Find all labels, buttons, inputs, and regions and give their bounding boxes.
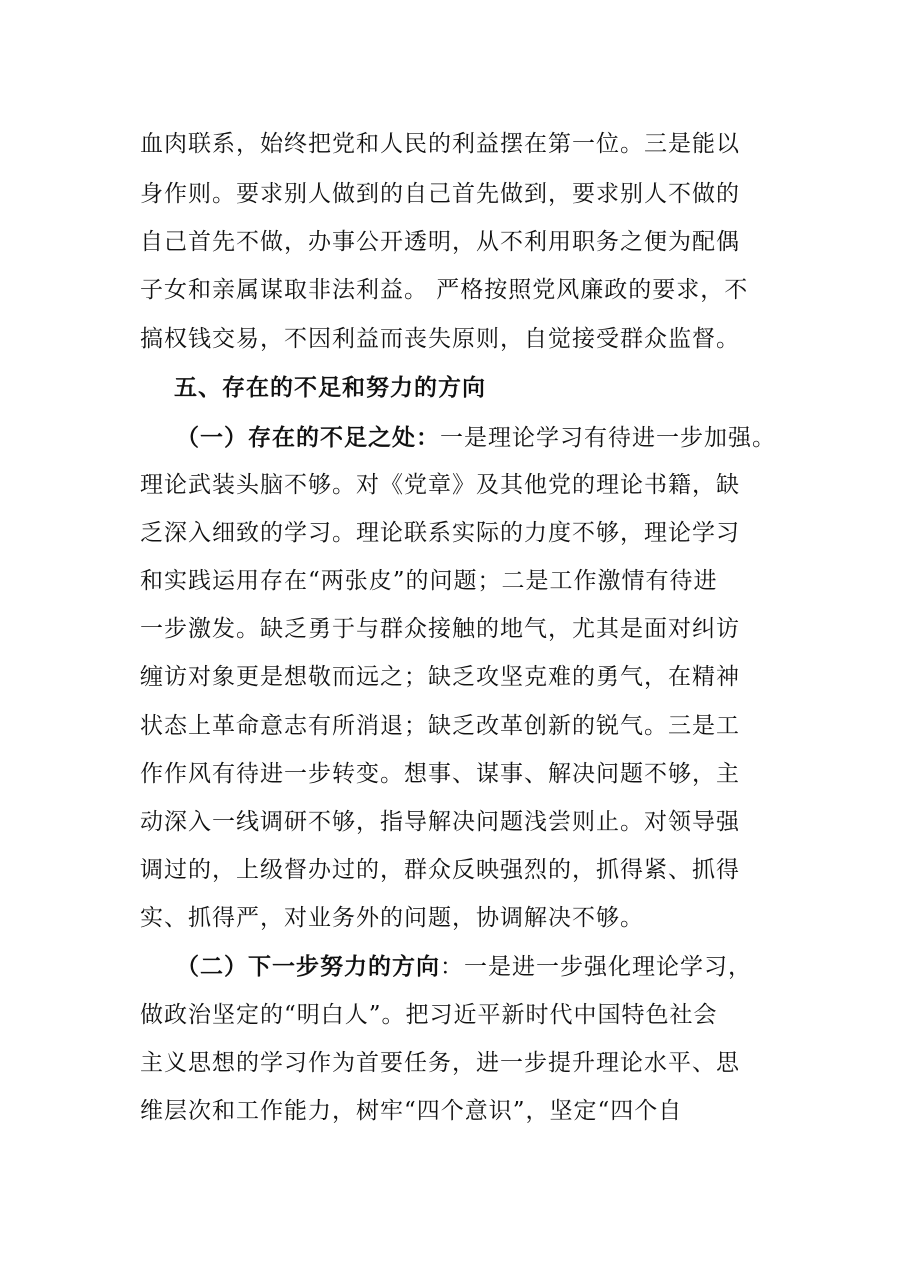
subsection-title: （二）下一步努力的方向	[176, 953, 440, 980]
paragraph-line: 状态上革命意志有所消退；缺乏改革创新的锐气。三是工	[140, 713, 740, 739]
paragraph-line: 缠访对象更是想敬而远之；缺乏攻坚克难的勇气，在精神	[140, 664, 740, 690]
paragraph-line: 身作则。要求别人做到的自己首先做到，要求别人不做的	[140, 181, 740, 207]
subsection-title: （一）存在的不足之处：	[176, 424, 440, 451]
paragraph-line: 主义思想的学习作为首要任务，进一步提升理论水平、思	[140, 1050, 740, 1076]
paragraph-line: 血肉联系，始终把党和人民的利益摆在第一位。三是能以	[140, 131, 740, 157]
paragraph-line: 做政治坚定的“明白人”。把习近平新时代中国特色社会	[140, 1002, 718, 1028]
paragraph-line: 乏深入细致的学习。理论联系实际的力度不够，理论学习	[140, 520, 740, 546]
paragraph-line: 和实践运用存在“两张皮”的问题；二是工作激情有待进	[140, 568, 718, 594]
subsection-first-line	[176, 951, 816, 983]
paragraph-line: 维层次和工作能力，树牢“四个意识”，坚定“四个自	[140, 1098, 683, 1124]
subsection-first-line	[176, 422, 816, 454]
paragraph-line: 动深入一线调研不够，指导解决问题浅尝则止。对领导强	[140, 809, 740, 835]
subsection-first-line-text: ：一是进一步强化理论学习，	[440, 954, 752, 980]
paragraph-line: 调过的，上级督办过的，群众反映强烈的，抓得紧、抓得	[140, 857, 740, 883]
paragraph-line: 自己首先不做，办事公开透明，从不利用职务之便为配偶	[140, 229, 740, 255]
paragraph-line: 实、抓得严，对业务外的问题，协调解决不够。	[140, 905, 644, 931]
paragraph-line: 一步激发。缺乏勇于与群众接触的地气，尤其是面对纠访	[140, 616, 740, 642]
paragraph-line: 理论武装头脑不够。对《党章》及其他党的理论书籍，缺	[140, 472, 740, 498]
section-heading: 五、存在的不足和努力的方向	[174, 374, 486, 401]
paragraph-line: 子女和亲属谋取非法利益。 严格按照党风廉政的要求，不	[140, 277, 749, 303]
paragraph-line: 作作风有待进一步转变。想事、谋事、解决问题不够，主	[140, 761, 740, 787]
paragraph-line: 搞权钱交易，不因利益而丧失原则，自觉接受群众监督。	[140, 326, 740, 352]
subsection-first-line-text: 一是理论学习有待进一步加强。	[440, 425, 776, 451]
